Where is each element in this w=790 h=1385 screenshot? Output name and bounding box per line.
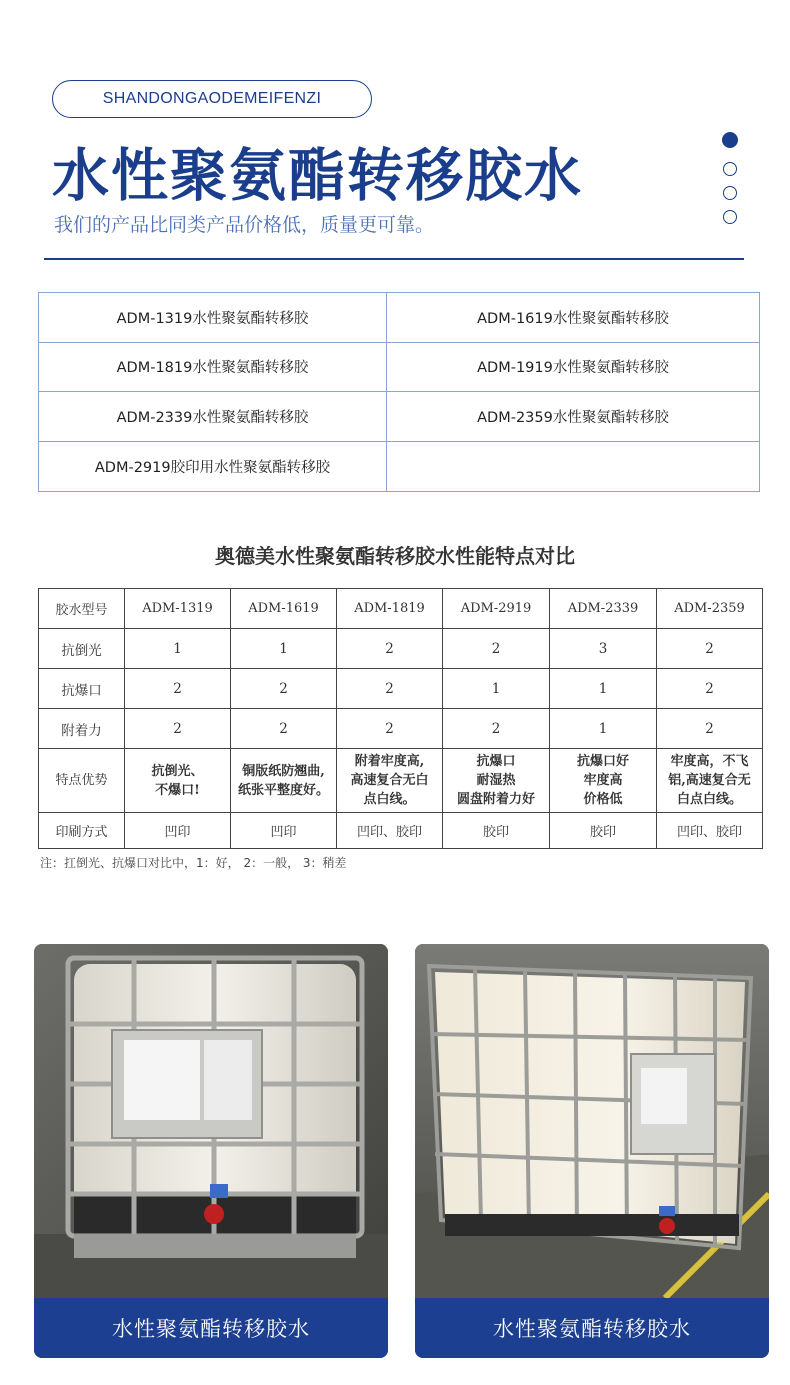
table-row-label: 附着力: [39, 709, 125, 749]
comparison-title: 奥德美水性聚氨酯转移胶水性能特点对比: [215, 544, 575, 568]
ibc-tote-image: [34, 944, 388, 1298]
table-cell: 凹印: [231, 813, 337, 849]
pagination-dots: [721, 132, 739, 234]
feature-line: 抗倒光、: [151, 763, 204, 779]
product-photo-card: [34, 944, 388, 1358]
table-row-features: [39, 749, 763, 813]
feature-line: 牢度高: [583, 773, 623, 788]
page-subtitle: 我们的产品比同类产品价格低，质量更可靠。: [54, 214, 435, 236]
product-item: ADM-1619水性聚氨酯转移胶: [387, 293, 759, 343]
table-cell: 胶印: [443, 813, 550, 849]
table-header-row: [39, 589, 763, 629]
feature-line: 耐湿热: [476, 773, 516, 788]
feature-line: 圆盘附着力好: [456, 792, 535, 807]
ibc-tote-image: [415, 944, 769, 1298]
table-cell: 1: [550, 669, 657, 709]
table-cell: 凹印、胶印: [337, 813, 443, 849]
feature-cell: [337, 749, 443, 813]
feature-line: 纸张平整度好。: [237, 782, 329, 798]
table-cell: 2: [657, 669, 763, 709]
table-cell: 2: [657, 629, 763, 669]
table-row-print-method: [39, 813, 763, 849]
feature-cell: [231, 749, 337, 813]
table-cell: 1: [231, 629, 337, 669]
table-cell: 2: [337, 669, 443, 709]
feature-line: 白点白线。: [676, 792, 742, 807]
pagination-dot[interactable]: [723, 162, 737, 176]
comparison-note: 注：扛倒光、抗爆口对比中，1：好， 2：一般， 3：稍差: [40, 856, 347, 870]
table-cell: 凹印: [125, 813, 231, 849]
table-cell: 1: [443, 669, 550, 709]
table-header-cell: ADM-2359: [657, 589, 763, 629]
table-header-cell: ADM-1819: [337, 589, 443, 629]
table-cell: 2: [337, 709, 443, 749]
photo-caption: 水性聚氨酯转移胶水: [34, 1298, 388, 1358]
product-item: ADM-1319水性聚氨酯转移胶: [39, 293, 387, 343]
pagination-dot[interactable]: [723, 186, 737, 200]
table-cell: 胶印: [550, 813, 657, 849]
table-cell: 2: [443, 629, 550, 669]
feature-line: 价格低: [583, 792, 623, 807]
pagination-dot-active[interactable]: [722, 132, 738, 148]
table-cell: 凹印、胶印: [657, 813, 763, 849]
brand-pill: SHANDONGAODEMEIFENZI: [52, 80, 372, 118]
product-list-grid: [38, 292, 760, 492]
product-item: ADM-1919水性聚氨酯转移胶: [387, 343, 759, 393]
table-cell: 2: [657, 709, 763, 749]
feature-line: 附着牢度高,: [354, 754, 425, 769]
table-cell: 1: [125, 629, 231, 669]
comparison-table: [38, 588, 763, 849]
feature-line: 抗爆口: [476, 754, 516, 769]
table-cell: 2: [443, 709, 550, 749]
photo-caption: 水性聚氨酯转移胶水: [415, 1298, 769, 1358]
feature-cell: [657, 749, 763, 813]
product-item: ADM-2919胶印用水性聚氨酯转移胶: [39, 442, 387, 492]
feature-cell: [125, 749, 231, 813]
table-cell: 2: [337, 629, 443, 669]
table-cell: 2: [231, 709, 337, 749]
feature-line: 铝,高速复合无: [668, 773, 751, 788]
feature-line: 高速复合无白: [350, 773, 429, 788]
feature-cell: [550, 749, 657, 813]
table-row-label: 抗爆口: [39, 669, 125, 709]
table-cell: 1: [550, 709, 657, 749]
feature-line: 抗爆口好: [576, 754, 629, 769]
table-header-cell: ADM-1319: [125, 589, 231, 629]
table-cell: 3: [550, 629, 657, 669]
table-row: [39, 709, 763, 749]
feature-line: 铜版纸防翘曲,: [242, 763, 325, 779]
table-cell: 2: [125, 669, 231, 709]
table-header-cell: ADM-1619: [231, 589, 337, 629]
table-row-label: 抗倒光: [39, 629, 125, 669]
header-divider: [44, 258, 744, 260]
feature-line: 不爆口!: [155, 782, 200, 798]
table-cell: 2: [231, 669, 337, 709]
product-photo-card: [415, 944, 769, 1358]
table-header-cell: 胶水型号: [39, 589, 125, 629]
pagination-dot[interactable]: [723, 210, 737, 224]
product-item: ADM-1819水性聚氨酯转移胶: [39, 343, 387, 393]
table-cell: 2: [125, 709, 231, 749]
page-title: 水性聚氨酯转移胶水: [52, 143, 583, 209]
feature-line: 点白线。: [363, 792, 416, 807]
table-row: [39, 669, 763, 709]
product-item: ADM-2359水性聚氨酯转移胶: [387, 392, 759, 442]
table-row: [39, 629, 763, 669]
product-item-empty: [387, 442, 759, 492]
table-row-label: 特点优势: [39, 749, 125, 813]
table-header-cell: ADM-2919: [443, 589, 550, 629]
table-header-cell: ADM-2339: [550, 589, 657, 629]
table-row-label: 印刷方式: [39, 813, 125, 849]
feature-line: 牢度高，不飞: [670, 754, 749, 769]
feature-cell: [443, 749, 550, 813]
product-item: ADM-2339水性聚氨酯转移胶: [39, 392, 387, 442]
